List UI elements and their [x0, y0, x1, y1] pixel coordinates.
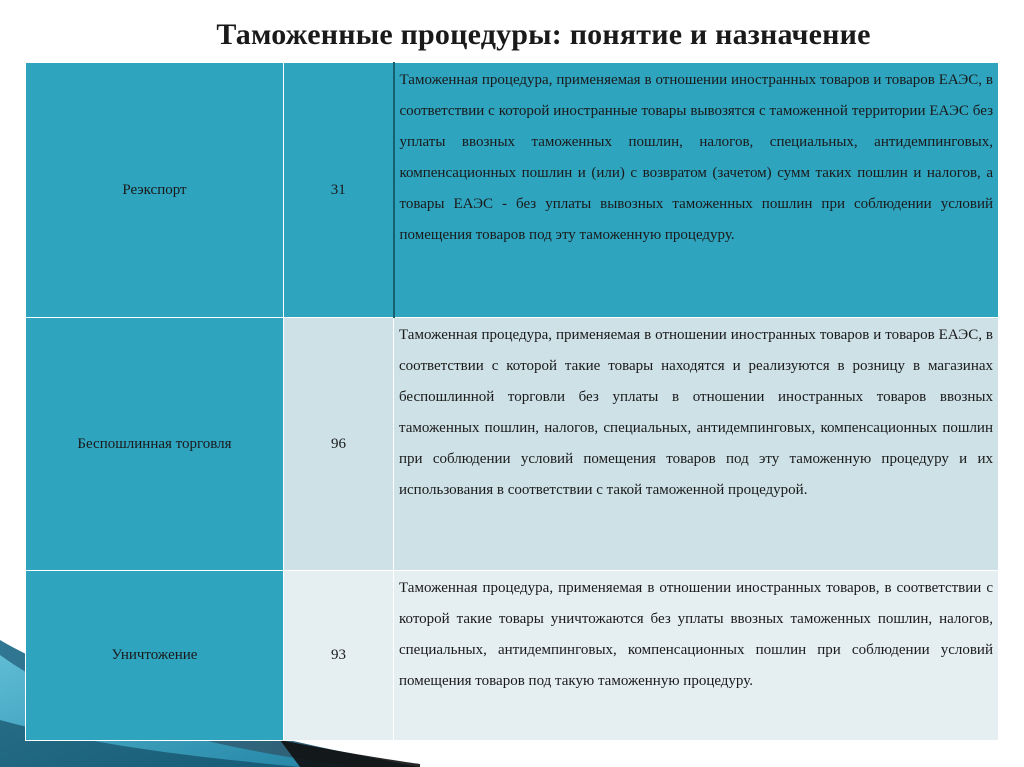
procedure-name: Уничтожение: [26, 571, 284, 741]
procedure-description: Таможенная процедура, применяемая в отношении иностранных товаров и товаров ЕАЭС, в соответствии с которой иностранные товары вывозятся с таможенной территории ЕАЭС без уплаты ввозных таможенных пошлин, налогов, специальных, антидемпинговых, компенсационных пошлин и (или) с возвратом (зачетом) сумм таких пошлин и налогов, а товары ЕАЭС - без уплаты вывозных таможенных пошлин при соблюдении условий помещения товаров под эту таможенную процедуру.: [394, 63, 999, 318]
procedure-name: Реэкспорт: [26, 63, 284, 318]
procedure-description: Таможенная процедура, применяемая в отношении иностранных товаров и товаров ЕАЭС, в соответствии с которой такие товары находятся и реализуются в розницу в магазинах беспошлинной торговли без уплаты в отношении иностранных товаров ввозных таможенных пошлин, налогов, специальных, антидемпинговых, компенсационных пошлин при соблюдении условий помещения товаров под эту таможенную процедуру и их использования в соответствии с такой таможенной процедурой.: [394, 318, 999, 571]
procedure-name: Беспошлинная торговля: [26, 318, 284, 571]
procedure-code: 31: [284, 63, 394, 318]
page-title: Таможенные процедуры: понятие и назначение: [216, 18, 871, 51]
procedure-code: 93: [284, 571, 394, 741]
table-row: [26, 318, 999, 571]
procedures-table: [25, 62, 999, 741]
procedure-code: 96: [284, 318, 394, 571]
procedure-description: Таможенная процедура, применяемая в отношении иностранных товаров, в соответствии с которой такие товары уничтожаются без уплаты ввозных таможенных пошлин, налогов, специальных, антидемпинговых, компенсационных пошлин при соблюдении условий помещения товаров под такую таможенную процедуру.: [394, 571, 999, 741]
table-row: [26, 571, 999, 741]
table-row: [26, 63, 999, 318]
